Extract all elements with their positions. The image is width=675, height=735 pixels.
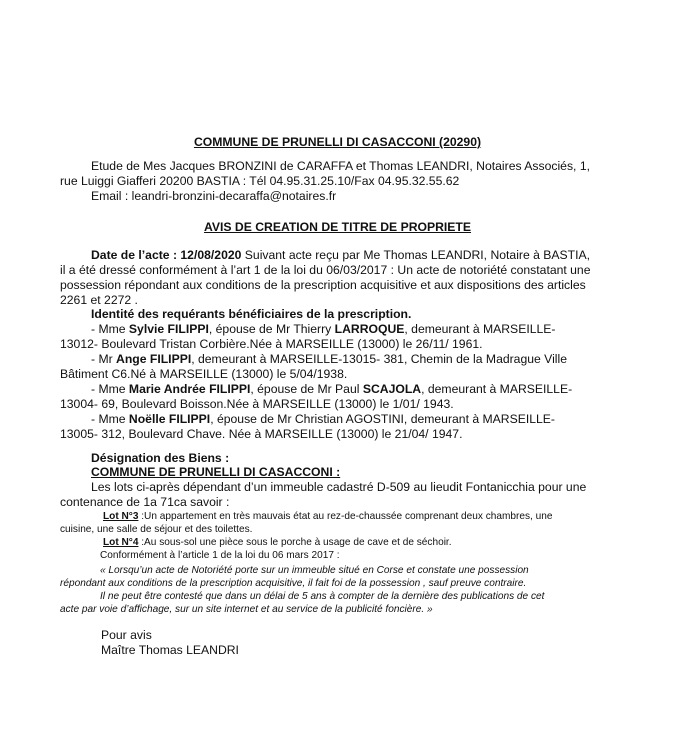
conformity-line: Conformément à l’article 1 de la loi du 06 mars 2017 :: [100, 550, 340, 561]
intro-line-2: il a été dressé conformément à l’art 1 de la loi du 06/03/2017 : Un acte de notoriété constatant une: [60, 263, 591, 277]
study-line-1: Etude de Mes Jacques BRONZINI de CARAFFA et Thomas LEANDRI, Notaires Associés, 1,: [91, 159, 590, 173]
goods-commune: COMMUNE DE PRUNELLI DI CASACCONI :: [91, 465, 341, 479]
lot-4-line: Lot N°4 :Au sous-sol une pièce sous le porche à usage de cave et de séchoir.: [103, 537, 452, 548]
beneficiary-3-line-1: - Mme Marie Andrée FILIPPI, épouse de Mr Paul SCAJOLA, demeurant à MARSEILLE-: [91, 382, 573, 396]
intro-line-4: 2261 et 2272 .: [60, 293, 138, 307]
quote-line-3: Il ne peut être contesté que dans un délai de 5 ans à compter de la dernière des publications de cet: [100, 591, 545, 602]
beneficiary-2-line-2: Bâtiment C6.Né à MARSEILLE (13000) le 5/04/1938.: [60, 367, 348, 381]
closing-line-1: Pour avis: [101, 628, 152, 642]
beneficiary-4-line-1: - Mme Noëlle FILIPPI, épouse de Mr Christian AGOSTINI, demeurant à MARSEILLE-: [91, 412, 555, 426]
notice-title: AVIS DE CREATION DE TITRE DE PROPRIETE: [203, 220, 472, 234]
lots-line-2: contenance de 1a 71ca savoir :: [60, 495, 230, 509]
lot-4-label: Lot N°4: [103, 537, 139, 548]
commune-title: COMMUNE DE PRUNELLI DI CASACCONI (20290): [193, 135, 482, 149]
study-email: Email : leandri-bronzini-decaraffa@notaires.fr: [91, 189, 337, 203]
beneficiary-1-spouse: LARROQUE: [334, 322, 405, 336]
quote-line-2: répondant aux conditions de la prescription acquisitive, il fait foi de la possession , sauf preuve contraire.: [60, 578, 527, 589]
beneficiary-1-line-2: 13012- Boulevard Tristan Corbière.Née à MARSEILLE (13000) le 26/11/ 1961.: [60, 337, 483, 351]
beneficiary-1-name: Sylvie FILIPPI: [128, 322, 209, 336]
intro-line-3: possession répondant aux conditions de la prescription acquisitive et aux dispositions des articles: [60, 278, 586, 292]
identity-heading: Identité des requérants bénéficiaires de la prescription.: [91, 307, 412, 321]
beneficiary-3-name: Marie Andrée FILIPPI: [128, 382, 251, 396]
lot-3-label: Lot N°3: [103, 511, 139, 522]
goods-heading: Désignation des Biens :: [91, 451, 230, 465]
beneficiary-4-name: Noëlle FILIPPI: [128, 412, 211, 426]
intro-line-1-rest: Suivant acte reçu par Me Thomas LEANDRI, Notaire à BASTIA,: [241, 248, 591, 262]
beneficiary-2-line-1: - Mr Ange FILIPPI, demeurant à MARSEILLE-13015- 381, Chemin de la Madrague Ville: [91, 352, 567, 366]
intro-line-1: [91, 248, 590, 263]
quote-line-4: acte par voie d’affichage, sur un site internet et au service de la publicité foncière. »: [60, 604, 433, 615]
lots-line-1: Les lots ci-après dépendant d’un immeuble cadastré D-509 au lieudit Fontanicchia pour une: [91, 480, 587, 494]
beneficiary-1-line-1: - Mme Sylvie FILIPPI, épouse de Mr Thierry LARROQUE, demeurant à MARSEILLE-: [91, 322, 556, 336]
closing-signatory: Maître Thomas LEANDRI: [101, 643, 239, 657]
beneficiary-3-line-2: 13004- 69, Boulevard Boisson.Née à MARSEILLE (13000) le 1/01/ 1943.: [60, 397, 454, 411]
quote-line-1: « Lorsqu’un acte de Notoriété porte sur un immeuble situé en Corse et constate une possession: [100, 565, 529, 576]
lot-3-line-1: Lot N°3 :Un appartement en très mauvais état au rez-de-chaussée comprenant deux chambres, une: [103, 511, 553, 522]
act-date: Date de l’acte : 12/08/2020: [91, 248, 242, 262]
lot-3-line-2: cuisine, une salle de séjour et des toilettes.: [60, 524, 253, 535]
beneficiary-3-spouse: SCAJOLA: [362, 382, 422, 396]
beneficiary-4-line-2: 13005- 312, Boulevard Chave. Née à MARSEILLE (13000) le 21/04/ 1947.: [60, 427, 463, 441]
beneficiary-2-name: Ange FILIPPI: [116, 352, 192, 366]
study-line-2: rue Luiggi Giafferi 20200 BASTIA : Tél 04.95.31.25.10/Fax 04.95.32.55.62: [60, 174, 460, 188]
